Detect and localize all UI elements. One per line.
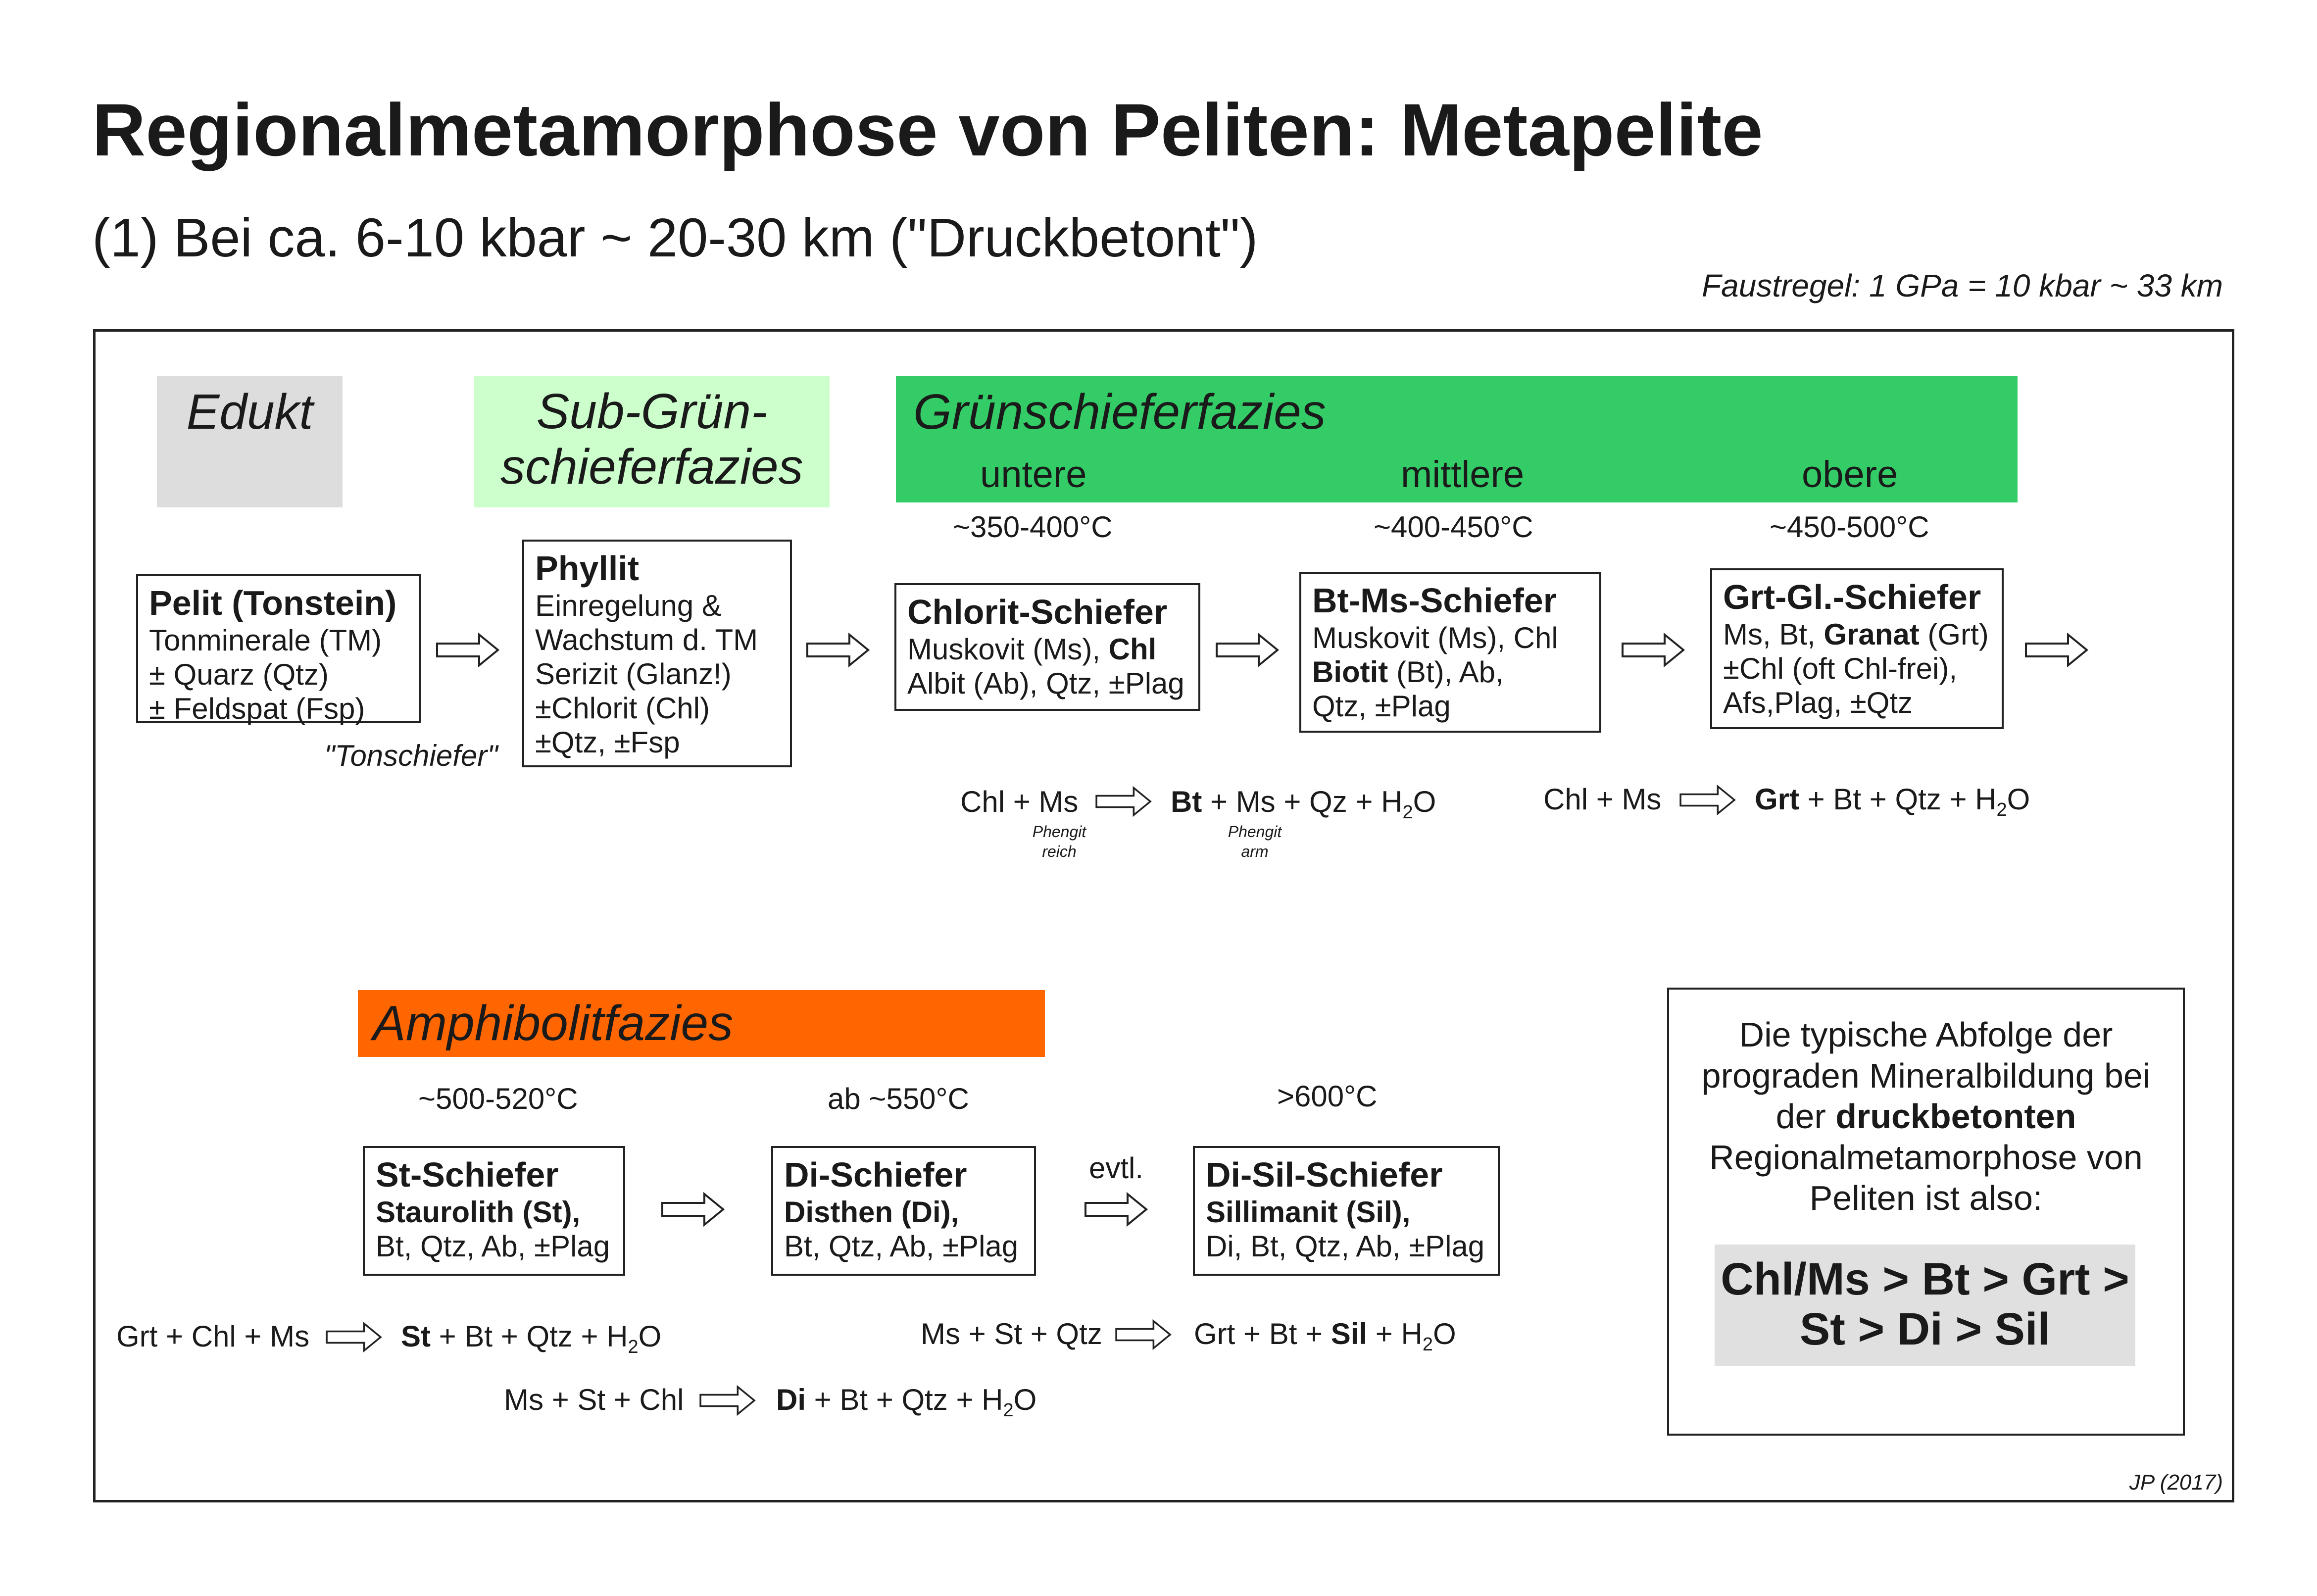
box-di-sil <box>1193 1146 1500 1276</box>
box-di-sil-line: Di, Bt, Qtz, Ab, ±Plag <box>1206 1229 1485 1263</box>
reaction-1-main-product: Bt <box>1171 785 1202 818</box>
reaction-1-rest: + Ms + Qz + H <box>1202 785 1403 818</box>
reaction-arrow-icon <box>1094 786 1153 817</box>
reaction-4-rest: + H <box>1367 1317 1423 1350</box>
box-di-sil-line: Sillimanit (Sil), <box>1206 1195 1411 1229</box>
box-st-title: St-Schiefer <box>376 1155 559 1194</box>
box-di-line: Bt, Qtz, Ab, ±Plag <box>784 1229 1019 1263</box>
temp-350-400: ~350-400°C <box>953 510 1113 544</box>
facies-subgreen-line2: schieferfazies <box>500 439 803 495</box>
reaction-4-end: O <box>1433 1317 1456 1350</box>
page-subtitle: (1) Bei ca. 6-10 kbar ~ 20-30 km ("Druckbetont") <box>92 207 1258 268</box>
box-phyllit-line: Einregelung & <box>535 589 722 622</box>
reaction-arrow-icon <box>1678 785 1737 815</box>
facies-green-lower: untere <box>980 453 1087 496</box>
box-chlorit-line: Albit (Ab), Qtz, ±Plag <box>907 666 1184 700</box>
box-st-line: Staurolith (St), <box>376 1195 581 1229</box>
reaction-arrow-icon <box>698 1385 757 1416</box>
facies-subgreen-line1: Sub-Grün- <box>536 384 768 439</box>
box-chlorit-line: Muskovit (Ms), <box>907 632 1109 666</box>
facies-green-label: Grünschieferfazies <box>913 384 1326 440</box>
box-di-line: Disthen (Di), <box>784 1195 959 1229</box>
reaction-4-pre: Grt + Bt + <box>1194 1317 1331 1350</box>
phengit-arm-note <box>1220 822 1289 861</box>
reaction-3-products <box>401 1319 661 1358</box>
reaction-5-rest: + Bt + Qtz + H <box>806 1383 1003 1416</box>
reaction-2-reactants: Chl + Ms <box>1543 783 1662 816</box>
reaction-3-rest: + Bt + Qtz + H <box>431 1320 628 1353</box>
reaction-arrow-icon <box>324 1322 384 1352</box>
temp-500-520: ~500-520°C <box>418 1082 578 1115</box>
facies-edukt <box>157 376 343 507</box>
box-bt-ms <box>1299 572 1601 733</box>
summary-line: Peliten ist also: <box>1809 1179 2043 1218</box>
box-grt-line: Afs,Plag, ±Qtz <box>1723 686 1913 719</box>
summary-line: Die typische Abfolge der <box>1739 1015 2113 1054</box>
box-pelit-line: ± Feldspat (Fsp) <box>149 692 365 725</box>
reaction-3-main-product: St <box>401 1320 431 1353</box>
box-st-line: Bt, Qtz, Ab, ±Plag <box>376 1229 610 1263</box>
reaction-4-sub: 2 <box>1422 1334 1433 1355</box>
rule-of-thumb: Faustregel: 1 GPa = 10 kbar ~ 33 km <box>1702 268 2223 303</box>
reaction-5-products <box>776 1383 1036 1421</box>
arrow-right-icon <box>806 633 870 667</box>
reaction-3-sub: 2 <box>628 1337 639 1357</box>
box-grt <box>1710 568 2004 729</box>
box-pelit <box>136 574 421 723</box>
reaction-1-end: O <box>1413 785 1436 818</box>
facies-amphibolite <box>358 990 1045 1057</box>
page-title: Regionalmetamorphose von Peliten: Metapelite <box>92 88 1763 171</box>
facies-edukt-label: Edukt <box>186 384 313 440</box>
facies-green <box>896 376 2018 502</box>
temp-450-500: ~450-500°C <box>1770 510 1929 544</box>
box-phyllit-line: Serizit (Glanz!) <box>535 657 732 691</box>
reaction-2-rest: + Bt + Qtz + H <box>1799 783 1997 816</box>
credit: JP (2017) <box>2129 1470 2223 1495</box>
arrow-right-icon <box>436 633 500 667</box>
box-bt-ms-title: Bt-Ms-Schiefer <box>1312 581 1557 620</box>
box-grt-title: Grt-Gl.-Schiefer <box>1723 578 1981 616</box>
box-grt-granat: Granat <box>1824 617 1920 651</box>
reaction-5-end: O <box>1013 1383 1037 1416</box>
box-phyllit-line: Wachstum d. TM <box>535 623 758 656</box>
facies-green-middle: mittlere <box>1401 453 1525 496</box>
box-phyllit-line: ±Qtz, ±Fsp <box>535 725 680 759</box>
reaction-2-products <box>1755 782 2030 821</box>
temp-ab-550: ab ~550°C <box>828 1082 969 1115</box>
box-di-title: Di-Schiefer <box>784 1155 967 1194</box>
box-chlorit <box>894 583 1200 711</box>
box-bt-ms-line: Muskovit (Ms), Chl <box>1312 621 1558 654</box>
note-line: Phengit <box>1032 823 1086 841</box>
box-phyllit-title: Phyllit <box>535 549 640 588</box>
reaction-arrow-icon <box>1114 1319 1173 1350</box>
phengit-reich-note <box>1025 822 1094 861</box>
reaction-5-sub: 2 <box>1003 1400 1014 1421</box>
reaction-4-main-product: Sil <box>1331 1317 1368 1350</box>
box-st <box>363 1146 625 1276</box>
facies-subgreen <box>474 376 830 507</box>
box-chlorit-chl: Chl <box>1108 632 1157 666</box>
reaction-3-end: O <box>638 1320 662 1353</box>
summary-line: der <box>1775 1097 1836 1136</box>
box-grt-line: Ms, Bt, <box>1723 617 1824 651</box>
evtl-label: evtl. <box>1089 1151 1144 1185</box>
reaction-2-end: O <box>2007 783 2030 816</box>
box-phyllit-line: ±Chlorit (Chl) <box>535 691 710 725</box>
reaction-5-reactants: Ms + St + Chl <box>504 1383 684 1416</box>
reaction-1-products <box>1171 785 1436 823</box>
summary-line: Regionalmetamorphose von <box>1709 1138 2143 1177</box>
reaction-2-main-product: Grt <box>1755 783 1799 816</box>
summary-emphasis: druckbetonten <box>1835 1097 2076 1136</box>
box-di <box>771 1146 1036 1276</box>
arrow-right-icon <box>661 1192 725 1227</box>
reaction-4-reactants: Ms + St + Qtz <box>921 1317 1102 1350</box>
reaction-2-sub: 2 <box>1996 799 2007 820</box>
box-grt-line: ±Chl (oft Chl-frei), <box>1723 651 1957 685</box>
mineral-sequence-line2: St > Di > Sil <box>1799 1304 2051 1355</box>
box-grt-line: (Grt) <box>1919 617 1989 651</box>
mineral-sequence <box>1715 1245 2135 1366</box>
box-phyllit <box>522 540 792 767</box>
reaction-3-reactants: Grt + Chl + Ms <box>116 1320 310 1353</box>
summary-line: prograden Mineralbildung bei <box>1701 1056 2151 1095</box>
note-line: arm <box>1241 843 1269 860</box>
facies-green-upper: obere <box>1802 453 1898 496</box>
note-line: Phengit <box>1228 823 1282 841</box>
box-bt-ms-biotit: Biotit <box>1312 655 1388 689</box>
mineral-sequence-line1: Chl/Ms > Bt > Grt > <box>1721 1254 2129 1304</box>
box-pelit-line: ± Quarz (Qtz) <box>149 657 329 691</box>
note-line: reich <box>1042 843 1077 860</box>
arrow-right-icon <box>2024 633 2089 667</box>
reaction-1-reactants: Chl + Ms <box>960 785 1079 818</box>
box-bt-ms-line: Qtz, ±Plag <box>1312 689 1451 723</box>
reaction-5-main-product: Di <box>776 1383 806 1416</box>
tonschiefer-label: "Tonschiefer" <box>324 739 498 772</box>
reaction-4-products <box>1194 1317 1456 1355</box>
box-di-sil-title: Di-Sil-Schiefer <box>1206 1155 1443 1194</box>
facies-amphibolite-label: Amphibolitfazies <box>373 996 734 1051</box>
reaction-1-sub: 2 <box>1402 802 1413 823</box>
box-pelit-title: Pelit (Tonstein) <box>149 584 397 622</box>
box-bt-ms-line: (Bt), Ab, <box>1388 655 1504 689</box>
temp-400-450: ~400-450°C <box>1374 510 1533 544</box>
arrow-right-icon <box>1084 1192 1148 1227</box>
box-chlorit-title: Chlorit-Schiefer <box>907 593 1168 631</box>
box-pelit-line: Tonminerale (TM) <box>149 623 382 657</box>
temp-over-600: >600°C <box>1277 1080 1378 1113</box>
arrow-right-icon <box>1621 633 1685 667</box>
summary-box <box>1667 988 2185 1436</box>
arrow-right-icon <box>1215 633 1280 667</box>
